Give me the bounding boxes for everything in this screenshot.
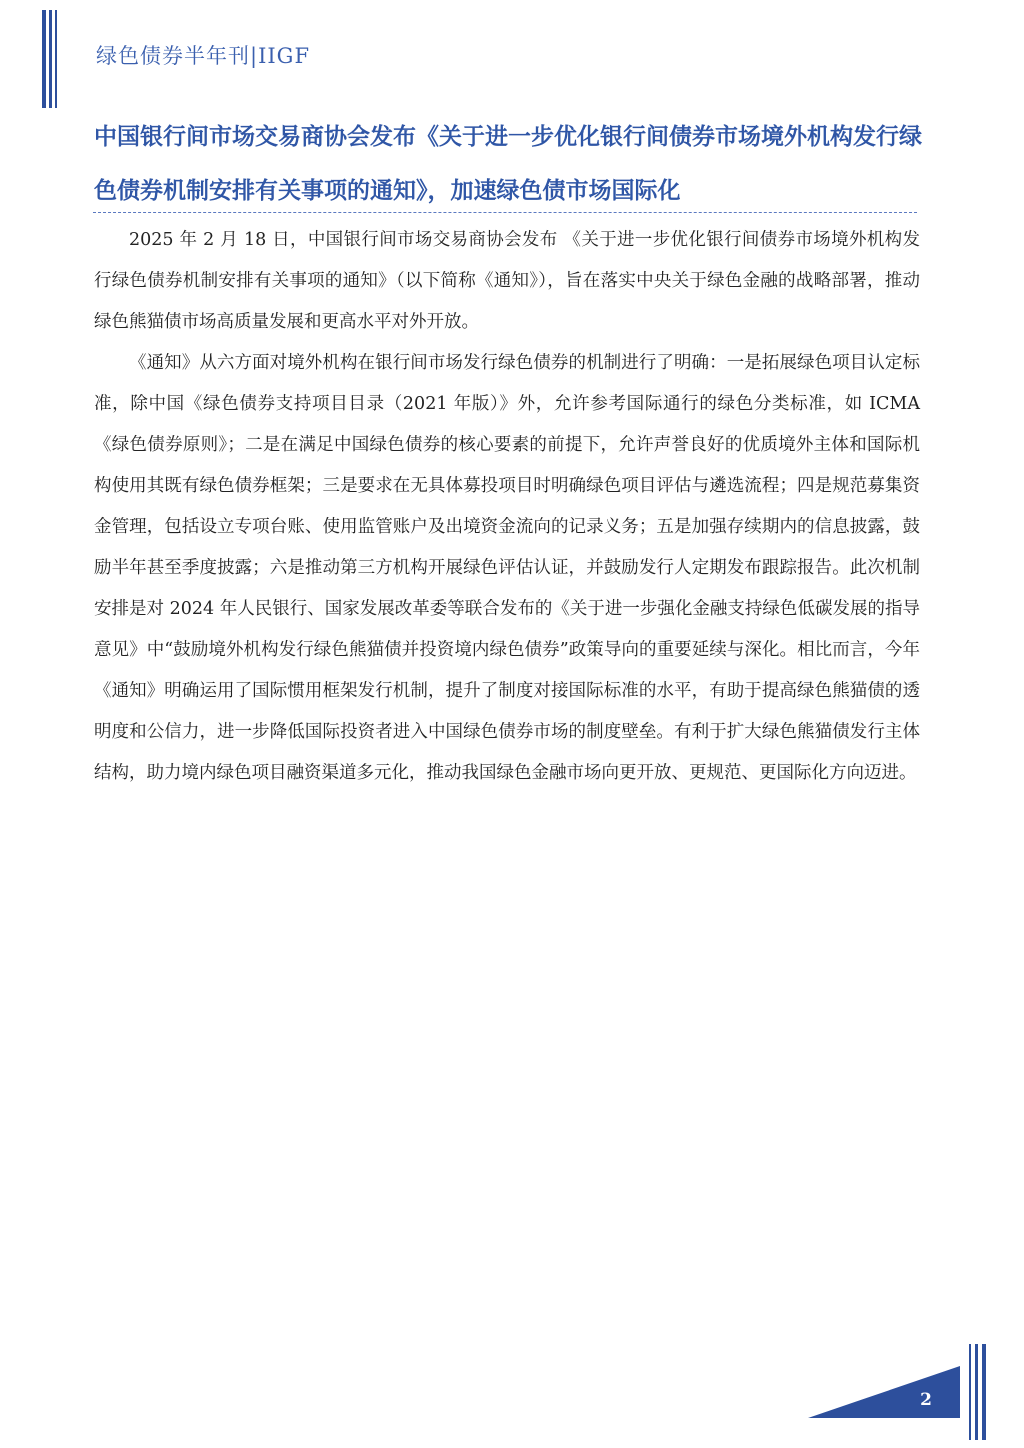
footer-triangle-decoration xyxy=(808,1366,960,1418)
article-title: 中国银行间市场交易商协会发布《关于进一步优化银行间债券市场境外机构发行绿色债券机制安排有关事项的通知》，加速绿色债市场国际化 xyxy=(94,124,922,204)
article-body xyxy=(94,220,920,794)
paragraph-1: 2025 年 2 月 18 日，中国银行间市场交易商协会发布 《关于进一步优化银行间债券市场境外机构发行绿色债券机制安排有关事项的通知》（以下简称《通知》），旨在落实中央关于绿色金融的战略部署，推动绿色熊猫债市场高质量发展和更高水平对外开放。 xyxy=(94,230,920,332)
publication-title: 绿色债券半年刊|IIGF xyxy=(96,44,311,68)
page-number: 2 xyxy=(920,1390,932,1410)
paragraph-2: 《通知》从六方面对境外机构在银行间市场发行绿色债券的机制进行了明确：一是拓展绿色项目认定标准，除中国《绿色债券支持项目目录（2021 年版）》外，允许参考国际通行的绿色分类标准，如 ICMA《绿色债券原则》；二是在满足中国绿色债券的核心要素的前提下，允许声誉良好的优质境外主体和国际机构使用其既有绿色债券框架；三是要求在无具体募投项目时明确绿色项目评估与遴选流程；四是规范募集资金管理，包括设立专项台账、使用监管账户及出境资金流向的记录义务；五是加强存续期内的信息披露，鼓励半年甚至季度披露；六是推动第三方机构开展绿色评估认证，并鼓励发行人定期发布跟踪报告。此次机制安排是对 2024 年人民银行、国家发展改革委等联合发布的《关于进一步强化金融支持绿色低碳发展的指导意见》中“鼓励境外机构发行绿色熊猫债并投资境内绿色债券”政策导向的重要延续与深化。相比而言，今年《通知》明确运用了国际惯用框架发行机制，提升了制度对接国际标准的水平，有助于提高绿色熊猫债的透明度和公信力，进一步降低国际投资者进入中国绿色债券市场的制度壁垒。有利于扩大绿色熊猫债发行主体结构，助力境内绿色项目融资渠道多元化，推动我国绿色金融市场向更开放、更规范、更国际化方向迈进。 xyxy=(94,353,920,783)
title-divider xyxy=(93,212,917,213)
header-decorative-bars xyxy=(42,10,58,108)
footer-decorative-bars xyxy=(969,1344,987,1440)
